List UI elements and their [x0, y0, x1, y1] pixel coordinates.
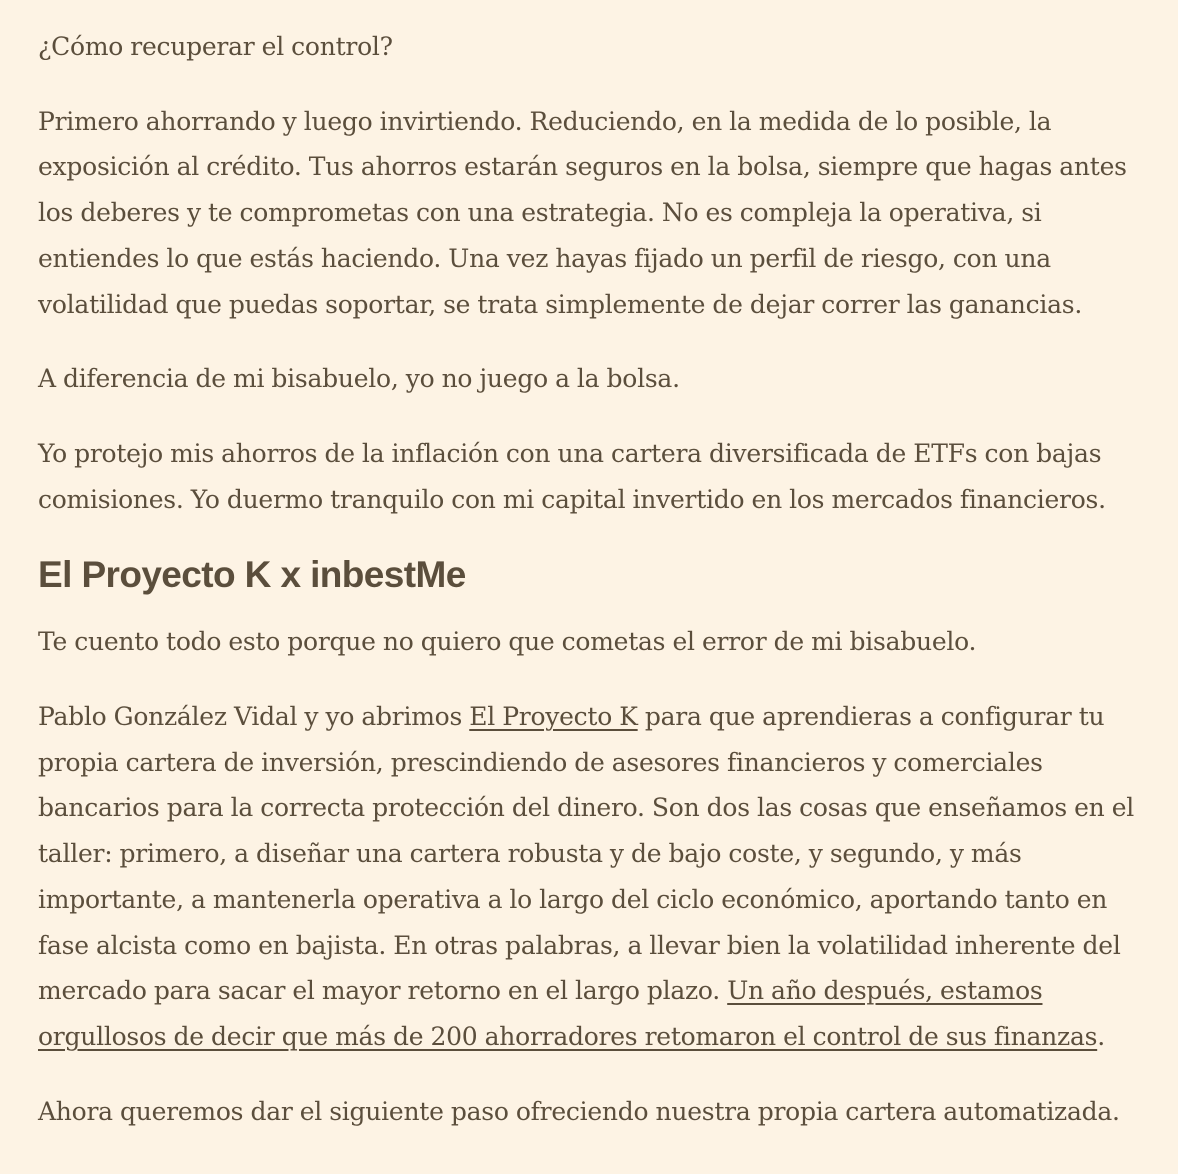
paragraph-text-middle: para que aprendieras a configurar tu propia cartera de inversión, prescindiendo de asesores financieros y comerciales bancarios para la correcta protección del dinero. Son dos las cosas que enseñamos en el taller: primero, a diseñar una cartera robusta y de bajo coste, y segundo, y más importante, a mantenerla operativa a lo largo del ciclo económico, aportando tanto en fase alcista como en bajista. En otras palabras, a llevar bien la volatilidad inherente del mercado para sacar el mayor retorno en el largo plazo. — [38, 702, 1135, 1006]
paragraph-saving-investing: Primero ahorrando y luego invirtiendo. Reduciendo, en la medida de lo posible, la exposición al crédito. Tus ahorros estarán seguros en la bolsa, siempre que hagas antes los deberes y te comprometas con una estrategia. No es compleja la operativa, si entiendes lo que estás haciendo. Una vez hayas fijado un perfil de riesgo, con una volatilidad que puedas soportar, se trata simplemente de dejar correr las ganancias. — [38, 106, 1127, 319]
ahorradores-link[interactable]: Un año después, estamos orgullosos de decir que más de 200 ahorradores retomaron el control de sus finanzas — [38, 976, 1098, 1051]
proyecto-k-link[interactable]: El Proyecto K — [469, 702, 638, 732]
paragraph-text-end: . — [1097, 1021, 1105, 1051]
paragraph-next-step: Ahora queremos dar el siguiente paso ofreciendo nuestra propia cartera automatizada. — [38, 1096, 1120, 1126]
section-heading: El Proyecto K x inbestMe — [38, 554, 466, 596]
paragraph-intro-error: Te cuento todo esto porque no quiero que cometas el error de mi bisabuelo. — [38, 627, 977, 657]
paragraph-etfs: Yo protejo mis ahorros de la inflación con una cartera diversificada de ETFs con bajas comisiones. Yo duermo tranquilo con mi capital invertido en los mercados financieros. — [38, 438, 1106, 514]
paragraph-proyecto-k — [38, 694, 1138, 1060]
paragraph-text-start: Pablo González Vidal y yo abrimos — [38, 702, 470, 732]
paragraph-bisabuelo: A diferencia de mi bisabuelo, yo no juego a la bolsa. — [38, 364, 680, 394]
paragraph-question: ¿Cómo recuperar el control? — [38, 32, 393, 61]
article-body — [38, 0, 1138, 1134]
